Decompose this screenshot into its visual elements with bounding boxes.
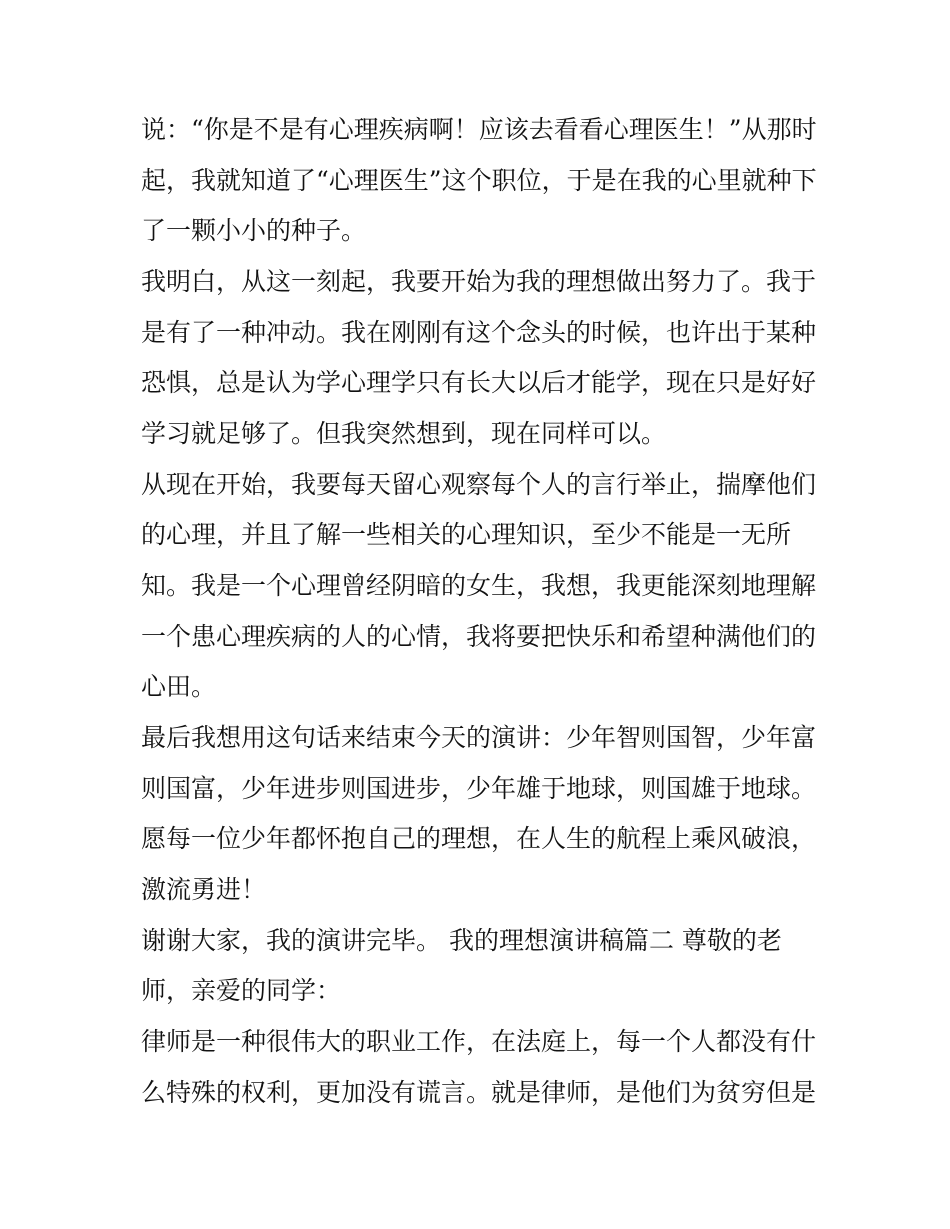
text-line-4: 我明白，从这一刻起，我要开始为我的理想做出努力了。我于 bbox=[141, 267, 817, 296]
text-line-6: 恐惧，总是认为学心理学只有长大以后才能学，现在只是好好 bbox=[141, 368, 817, 397]
text-line-7: 学习就足够了。但我突然想到，现在同样可以。 bbox=[141, 419, 667, 448]
text-line-14: 则国富，少年进步则国进步，少年雄于地球，则国雄于地球。 bbox=[141, 774, 817, 803]
text-line-15: 愿每一位少年都怀抱自己的理想，在人生的航程上乘风破浪， bbox=[141, 824, 817, 853]
text-line-1: 说：“你是不是有心理疾病啊！应该去看看心理医生！”从那时 bbox=[141, 115, 817, 144]
text-line-5: 是有了一种冲动。我在刚刚有这个念头的时候，也许出于某种 bbox=[141, 318, 817, 347]
text-line-17: 谢谢大家，我的演讲完毕。 我的理想演讲稿篇二 尊敬的老 bbox=[141, 926, 782, 955]
text-line-3: 了一颗小小的种子。 bbox=[141, 216, 367, 245]
text-line-10: 知。我是一个心理曾经阴暗的女生，我想，我更能深刻地理解 bbox=[141, 571, 817, 600]
text-line-2: 起，我就知道了“心理医生”这个职位，于是在我的心里就种下 bbox=[141, 166, 817, 195]
text-line-8: 从现在开始，我要每天留心观察每个人的言行举止，揣摩他们 bbox=[141, 470, 817, 499]
text-line-9: 的心理，并且了解一些相关的心理知识，至少不能是一无所 bbox=[141, 520, 792, 549]
text-line-16: 激流勇进！ bbox=[141, 875, 267, 904]
text-line-11: 一个患心理疾病的人的心情，我将要把快乐和希望种满他们的 bbox=[141, 622, 817, 651]
text-line-19: 律师是一种很伟大的职业工作，在法庭上，每一个人都没有什 bbox=[141, 1027, 817, 1056]
text-line-18: 师，亲爱的同学： bbox=[141, 976, 342, 1005]
text-line-13: 最后我想用这句话来结束今天的演讲：少年智则国智，少年富 bbox=[141, 723, 817, 752]
text-line-12: 心田。 bbox=[141, 672, 217, 701]
text-line-20: 么特殊的权利，更加没有谎言。就是律师，是他们为贫穷但是 bbox=[141, 1078, 817, 1107]
